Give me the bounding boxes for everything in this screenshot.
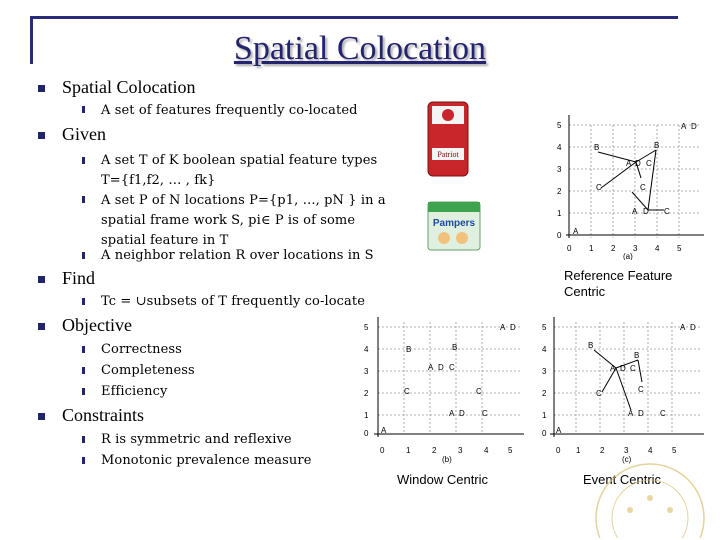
caption-window-centric: Window Centric: [397, 472, 489, 487]
pampers-box-image: [426, 198, 482, 254]
plot-c-point-c: C: [638, 385, 644, 394]
plot-a-point-d: D: [643, 207, 649, 216]
plot-a-xtick: 4: [655, 244, 660, 253]
plot-a-grid: [569, 125, 701, 238]
plot-c-point-c: C: [630, 364, 636, 373]
plot-b-ytick: 3: [364, 367, 369, 376]
sub-bullet-marker: [82, 196, 85, 203]
sub-bullet-marker: [82, 252, 85, 259]
plot-c: [536, 312, 706, 464]
plot-c-xtick: 4: [648, 446, 653, 455]
plot-b-point-c: C: [482, 409, 488, 418]
plot-a-xtick: 5: [677, 244, 682, 253]
can-label: Patriot: [437, 150, 459, 159]
plot-a-caption: (a): [623, 252, 633, 260]
plot-b-point-b: B: [452, 343, 458, 352]
sub-bullet-symmetric: R is symmetric and reflexive: [101, 432, 292, 447]
plot-b-xtick: 1: [406, 446, 411, 455]
plot-b-caption: (b): [442, 455, 452, 464]
plot-a-point-c: C: [646, 159, 652, 168]
plot-b-point-a: A: [381, 426, 387, 435]
plot-c-point-a: A: [680, 323, 686, 332]
plot-b-xtick: 2: [432, 446, 437, 455]
plot-b-xtick: 3: [458, 446, 463, 455]
sub-bullet-marker: [82, 346, 85, 353]
plot-c-point-b: B: [634, 351, 640, 360]
bullet-find: Find: [62, 268, 96, 288]
caption-event-centric: Event Centric: [583, 472, 662, 487]
plot-a-point-c: C: [664, 207, 670, 216]
plot-a-point-a: A: [626, 159, 632, 168]
plot-a-xtick: 2: [611, 244, 616, 253]
plot-c-ytick: 1: [542, 411, 547, 420]
plot-a-xtick: 1: [589, 244, 594, 253]
plot-c-point-a: A: [610, 364, 616, 373]
plot-b-point-d: D: [510, 323, 516, 332]
plot-c-xtick: 3: [624, 446, 629, 455]
plot-a-point-d: D: [635, 159, 641, 168]
plot-a-point-a: A: [632, 207, 638, 216]
sub-bullet-marker: [82, 106, 85, 113]
plot-a-xtick: 3: [633, 244, 638, 253]
bullet-marker: [38, 132, 45, 139]
plot-b-point-d: D: [459, 409, 465, 418]
plot-c-point-c: C: [596, 389, 602, 398]
plot-b-ytick: 2: [364, 389, 369, 398]
plot-c-point-d: D: [690, 323, 696, 332]
sub-bullet-marker: [82, 388, 85, 395]
plot-b-point-a: A: [428, 363, 434, 372]
plot-c-point-d: D: [638, 409, 644, 418]
plot-b-point-c: C: [404, 387, 410, 396]
plot-b-point-c: C: [449, 363, 455, 372]
bullet-spatial-colocation: Spatial Colocation: [62, 77, 196, 97]
plot-a-point-b: B: [594, 143, 600, 152]
plot-c-caption: (c): [622, 455, 632, 464]
plot-a-ytick: 5: [557, 121, 562, 130]
sub-bullet-marker: [82, 436, 85, 443]
sub-bullet-features: A set of features frequently co-located: [101, 103, 358, 118]
plot-b-ytick: 5: [364, 323, 369, 332]
plot-b-point-a: A: [449, 409, 455, 418]
sub-bullet-marker: [82, 367, 85, 374]
plot-a: [536, 110, 706, 260]
caption-reference-feature-centric: Reference Feature Centric: [564, 268, 673, 299]
plot-a-point-a: A: [573, 227, 579, 236]
sub-bullet-locations: A set P of N locations P={p1, …, pN } in a spatial frame work S, pi∈ P is of some spatial feature in T: [101, 193, 386, 248]
plot-c-ytick: 2: [542, 389, 547, 398]
plot-a-point-d: D: [691, 122, 697, 131]
plot-c-point-d: D: [620, 364, 626, 373]
plot-b-ytick: 0: [364, 429, 369, 438]
slide-title: Spatial Colocation: [233, 30, 487, 67]
plot-b-xtick: 4: [484, 446, 489, 455]
bullet-objective: Objective: [62, 315, 132, 335]
sub-bullet-monotonic: Monotonic prevalence measure: [101, 453, 312, 468]
plot-b-point-c: C: [476, 387, 482, 396]
plot-b-point-d: D: [438, 363, 444, 372]
plot-b: [356, 312, 526, 464]
sub-bullet-feature-types: A set T of K boolean spatial feature types T={f1,f2, … , fk}: [101, 153, 378, 188]
sub-bullet-correctness: Correctness: [101, 342, 182, 357]
plot-c-ytick: 0: [542, 429, 547, 438]
sub-bullet-marker: [82, 457, 85, 464]
plot-b-ytick: 1: [364, 411, 369, 420]
plot-a-point-b: B: [654, 141, 660, 150]
sub-bullet-marker: [82, 157, 85, 164]
plot-c-xtick: 5: [672, 446, 677, 455]
sub-bullet-completeness: Completeness: [101, 363, 195, 378]
plot-a-xtick: 0: [567, 244, 572, 253]
plot-b-xtick: 5: [508, 446, 513, 455]
plot-a-ytick: 3: [557, 165, 562, 174]
research-group-seal-logo: [590, 458, 708, 538]
plot-a-ytick: 1: [557, 209, 562, 218]
plot-c-xtick: 2: [600, 446, 605, 455]
plot-c-ytick: 5: [542, 323, 547, 332]
plot-c-point-a: A: [556, 426, 562, 435]
bullet-marker: [38, 276, 45, 283]
title-frame-top: [30, 16, 678, 19]
patriot-can-image: [425, 100, 471, 180]
plot-c-xtick: 1: [576, 446, 581, 455]
plot-c-point-c: C: [660, 409, 666, 418]
bullet-constraints: Constraints: [62, 405, 145, 425]
sub-bullet-marker: [82, 298, 85, 305]
plot-b-point-b: B: [406, 345, 412, 354]
plot-c-point-a: A: [628, 409, 634, 418]
box-label: Pampers: [432, 218, 476, 229]
bullet-given: Given: [62, 124, 106, 144]
plot-a-ytick: 0: [557, 231, 562, 240]
sub-bullet-efficiency: Efficiency: [101, 384, 168, 399]
plot-a-ytick: 4: [557, 143, 562, 152]
plot-c-ytick: 3: [542, 367, 547, 376]
bullet-marker: [38, 413, 45, 420]
plot-c-ytick: 4: [542, 345, 547, 354]
plot-a-point-a: A: [681, 122, 687, 131]
plot-b-ytick: 4: [364, 345, 369, 354]
plot-b-point-a: A: [500, 323, 506, 332]
bullet-marker: [38, 323, 45, 330]
bullet-marker: [38, 85, 45, 92]
plot-a-point-c: C: [640, 183, 646, 192]
plot-a-ytick: 2: [557, 187, 562, 196]
plot-c-point-b: B: [588, 341, 594, 350]
plot-c-xtick: 0: [556, 446, 561, 455]
sub-bullet-neighbor-relation: A neighbor relation R over locations in S: [101, 248, 374, 263]
sub-bullet-find-subsets: Tc = ∪subsets of T frequently co-locate: [101, 294, 365, 309]
plot-a-point-c: C: [596, 183, 602, 192]
plot-b-xtick: 0: [380, 446, 385, 455]
